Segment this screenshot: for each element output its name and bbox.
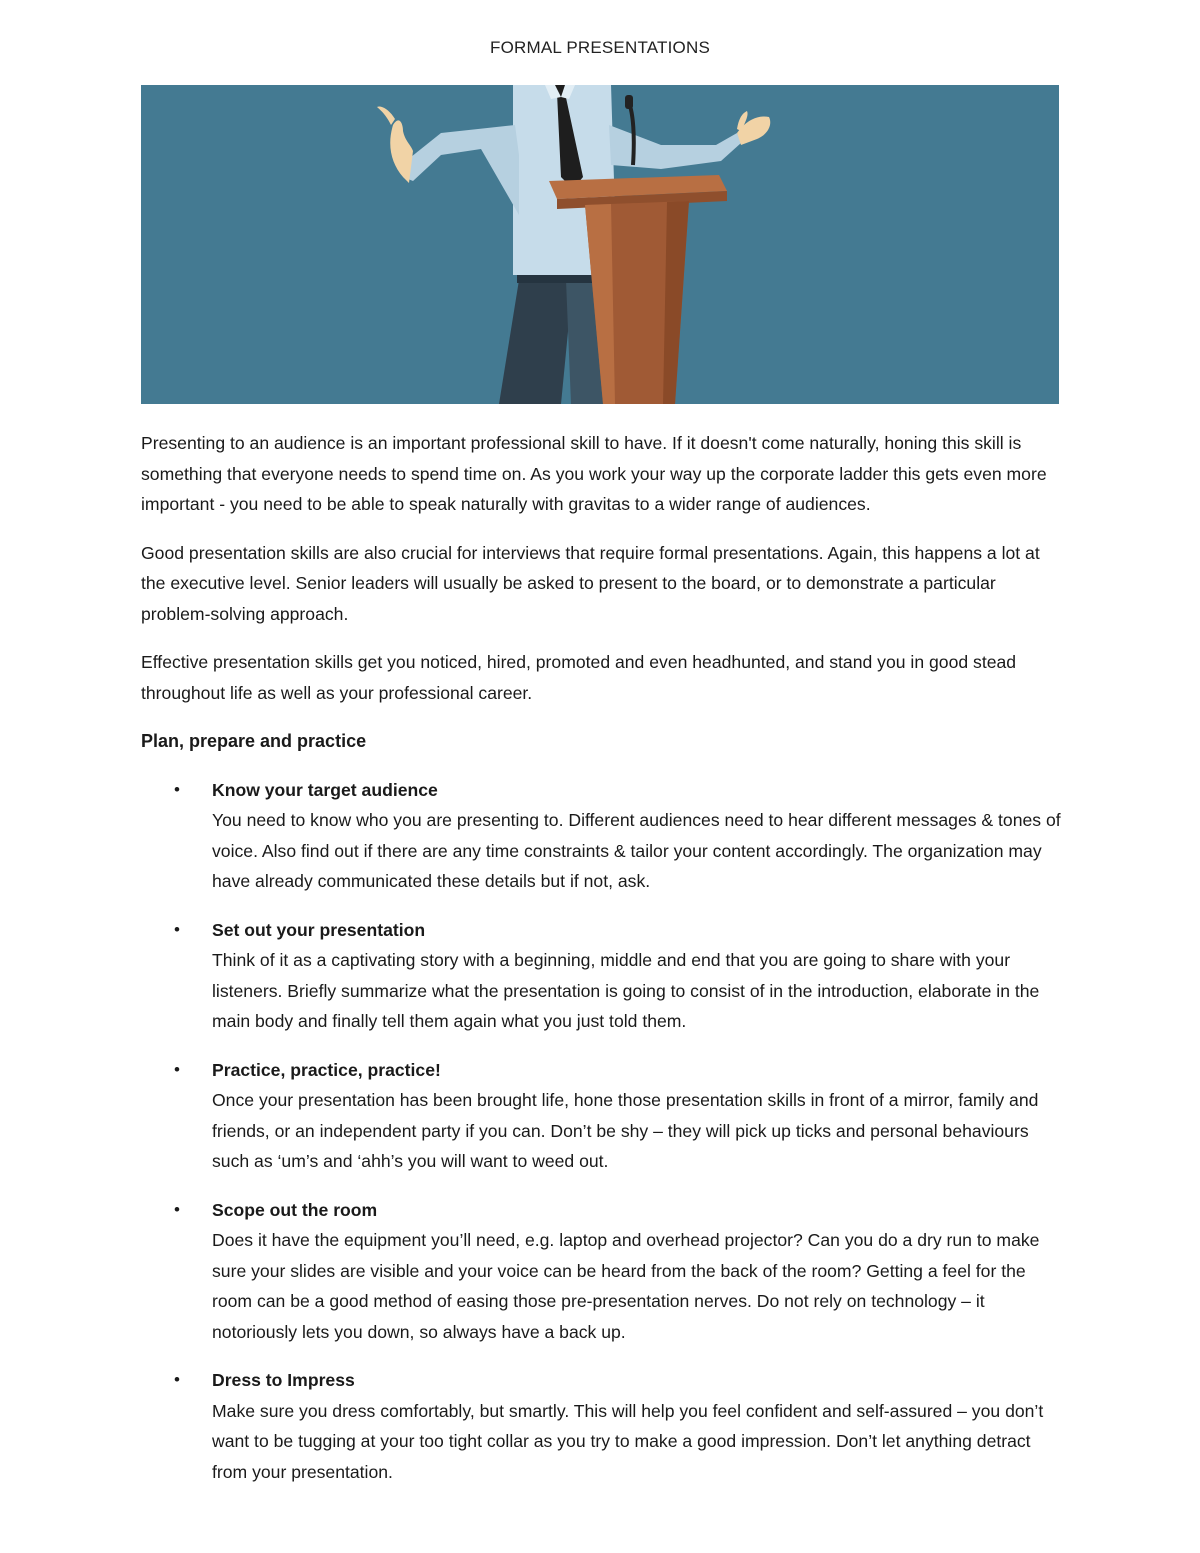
bullet-icon: •: [174, 919, 180, 939]
list-item: [141, 1195, 1066, 1348]
tip-title: Dress to Impress: [212, 1370, 355, 1390]
list-item: [141, 775, 1066, 897]
hero-illustration: [141, 85, 1059, 404]
bullet-icon: •: [174, 1199, 180, 1219]
list-item: [141, 1365, 1066, 1487]
page-header-title: FORMAL PRESENTATIONS: [490, 38, 710, 57]
tip-title: Practice, practice, practice!: [212, 1059, 441, 1080]
tip-body: Make sure you dress comfortably, but smartly. This will help you feel confident and self-assured – you don’t want to be tugging at your too tight collar as you try to make a good impression. Don’t let anything detract from your presentation.: [212, 1400, 1044, 1482]
tip-body: You need to know who you are presenting to. Different audiences need to hear different messages & tones of voice. Also find out if there are any time constraints & tailor your content accordingly. The organization may have already communicated these details but if not, ask.: [212, 810, 1061, 891]
tips-list: [141, 775, 1066, 1488]
intro-paragraph-1: Presenting to an audience is an important professional skill to have. If it doesn't come naturally, honing this skill is something that everyone needs to spend time on. As you work your way up the corporate ladder this gets even more important - you need to be able to speak naturally with gravitas to a wider range of audiences.: [141, 433, 1047, 514]
tip-body: Does it have the equipment you’ll need, e.g. laptop and overhead projector? Can you do a dry run to make sure your slides are visible and your voice can be heard from the back of the room? Getting a feel for the room can be a good method of easing those pre-presentation nerves. Do not rely on technology – it notoriously lets you down, so always have a back up.: [212, 1230, 1040, 1342]
tip-title: Know your target audience: [212, 779, 438, 800]
bullet-icon: •: [174, 1059, 180, 1079]
list-item: [141, 1055, 1066, 1177]
intro-paragraph-2: Good presentation skills are also crucial for interviews that require formal presentations. Again, this happens a lot at the executive level. Senior leaders will usually be asked to present to the board, or to demonstrate a particular problem-solving approach.: [141, 542, 1040, 624]
tip-body: Think of it as a captivating story with a beginning, middle and end that you are going to share with your listeners. Briefly summarize what the presentation is going to consist of in the introduction, elaborate in the main body and finally tell them again what you just told them.: [212, 950, 1040, 1031]
tip-title: Scope out the room: [212, 1199, 378, 1220]
tip-title: Set out your presentation: [212, 919, 426, 940]
bullet-icon: •: [174, 1370, 180, 1389]
list-item: [141, 915, 1066, 1037]
speaker-at-podium-icon: [141, 85, 1059, 404]
intro-paragraph-3: Effective presentation skills get you noticed, hired, promoted and even headhunted, and stand you in good stead throughout life as well as your professional career.: [141, 652, 1017, 703]
tip-body: Once your presentation has been brought life, hone those presentation skills in front of a mirror, family and friends, or an independent party if you can. Don’t be shy – they will pick up ticks and personal behaviours such as ‘um’s and ‘ahh’s you will want to weed out.: [212, 1090, 1039, 1171]
bullet-icon: •: [174, 779, 180, 799]
document-body: [141, 428, 1066, 1505]
section-heading: Plan, prepare and practice: [141, 731, 367, 751]
